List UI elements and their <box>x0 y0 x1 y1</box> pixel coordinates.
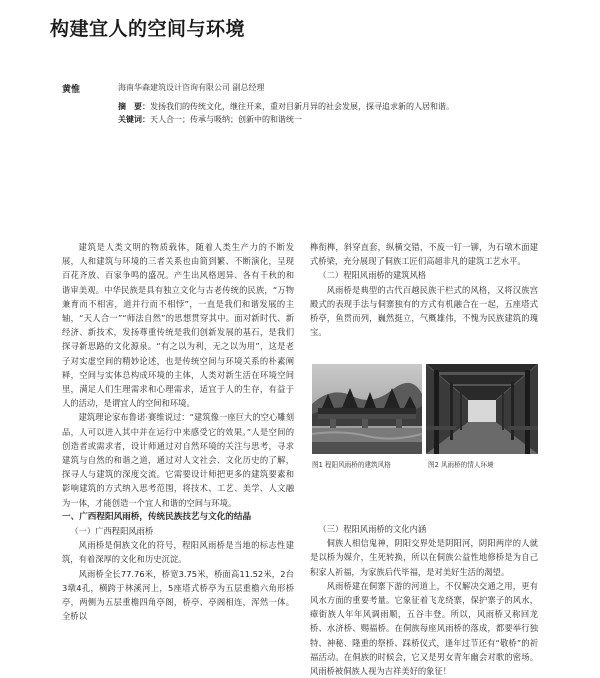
body-paragraph: 风雨桥是典型的古代百越民族干栏式的风格，又将汉族宫殿式的表现手法与侗寨独有的方式有机融合在一起，五座塔式桥亭，鱼贯而列，巍然挺立，气概雄伟，不愧为民族建筑的瑰宝。 <box>310 284 538 338</box>
subsection-heading: （一）广西程阳风雨桥 <box>70 526 154 537</box>
bridge-corridor-photo <box>426 364 538 454</box>
figure-caption-2: 图2 风雨桥的情人环境 <box>428 461 494 469</box>
left-column <box>62 240 294 623</box>
abstract-label: 摘 要： <box>118 102 150 111</box>
author-name: 黄惟 <box>62 85 81 95</box>
abstract-text: 发扬我们的传统文化，继往开来，重对目新月异的社会发展，探寻追求新的人居和谐。 <box>150 102 454 111</box>
figure-caption-1: 图1 程阳风雨桥的建筑风格 <box>312 461 391 469</box>
body-paragraph: 风雨桥是侗族文化的符号，程阳风雨桥是当地的标志性建筑，有着深厚的文化和历史沉淀。 <box>62 540 294 565</box>
body-paragraph: 建筑是人类文明的物质载体，随着人类生产力的不断发展，人和建筑与环境的三者关系也由简到繁、不断演化，呈现百花齐放、百家争鸣的盛况。产生出风格迥异、各有千秋的和谐审美观。中华民族是具有独立文化与古老传统的民族，“万物兼育而不相害，道并行而不相悖”，一直是我们和谐发展的主轴，“天人合一”“师法自然”的思想贯穿其中。面对新时代、新经济、新技术，发扬尊重传统是我们创新发展的基石，是我们探寻新思路的文化源泉。“有之以为利，无之以为用”，这是老子对实虚空间的精妙论述，也是传统空间与环境关系的朴素阐释，空间与实体总构成环境的主体，人类对新生活在环境空间里，满足人们生理需求和心理需求，适宜于人的生存，有益于人的活动，是谓宜人的空间和环境。 <box>62 242 294 409</box>
right-column <box>310 240 538 339</box>
author-affiliation: 海南华森建筑设计咨询有限公司 副总经理 <box>118 83 265 92</box>
subsection-heading: （二）程阳风雨桥的建筑风格 <box>318 270 427 281</box>
body-paragraph: 榫衔榫，斜穿直套，纵横交错，不废一钉一铆，为石墩木面建式桥梁，充分展现了侗族工匠们高超非凡的建筑工艺水平。 <box>310 242 538 267</box>
right-column-lower <box>310 522 538 678</box>
bridge-exterior-photo <box>312 364 422 454</box>
keywords-text: 天人合一；传承与吸纳；创新中的和谐统一 <box>150 115 302 124</box>
abstract-line <box>118 100 454 113</box>
abstract-block <box>118 100 454 126</box>
body-paragraph: 风雨桥建在侗寨下游的河道上，不仅解决交通之用，更有风水方面的重要考量。它象征着飞龙绕寨，保护寨子的风水，瘴街族人年年风调雨顺，五谷丰登。所以，风雨桥又称回龙桥、水济桥、赐福桥。在侗族每座风雨桥的落成，都要举行独特、神秘、隆重的祭桥、踩桥仪式，逢年过节还有“敬桥”的祈福活动。在侗族的时候会，它又是男女青年幽会对歌的密场。风雨桥被侗族人视为吉祥美好的象征！ <box>310 580 538 677</box>
page-title: 构建宜人的空间与环境 <box>50 18 246 40</box>
body-paragraph: 侗族人相信鬼神，阴阳交界处是阴阳河，阴阳两岸的人就是以桥为媒介，生死转换，所以在侗族公益性地修桥是为自己积家人祈福，为家族后代毕福，是对美好生活的渴望。 <box>310 538 538 577</box>
keywords-line <box>118 113 454 126</box>
keywords-label: 关键词： <box>118 115 150 124</box>
body-paragraph: 风雨桥全长77.76米，桥宽3.75米，桥面高11.52米，2台3墩4孔，横跨于林溪河上，5座塔式桥亭为五层重檐六角形桥亭，两侧为五层重檐四角亭阁，桥亭、亭阁相连，浑然一体。全桥以 <box>62 568 294 622</box>
section-heading: 一、广西程阳风雨桥，传统民族技艺与文化的结晶 <box>62 511 252 522</box>
body-paragraph: 建筑理论家布鲁诺·赛维说过：“建筑像一座巨大的空心雕刻品，人可以进入其中并在运行中来感受它的效果。”人是空间的创造者或需求者，设计师通过对自然环境的关注与思考，寻求建筑与自然的和谐之道，通过对人文社会、文化历史的了解，探寻人与建筑的深度交流。它需要设计师把更多的建筑要素和影响建筑的方式纳入思考范围，将技术、工艺、美学、人文融为一体，才能创造一个宜人和谐的空间与环境。 <box>62 412 294 508</box>
subsection-heading: （三）程阳风雨桥的文化内涵 <box>318 524 427 534</box>
